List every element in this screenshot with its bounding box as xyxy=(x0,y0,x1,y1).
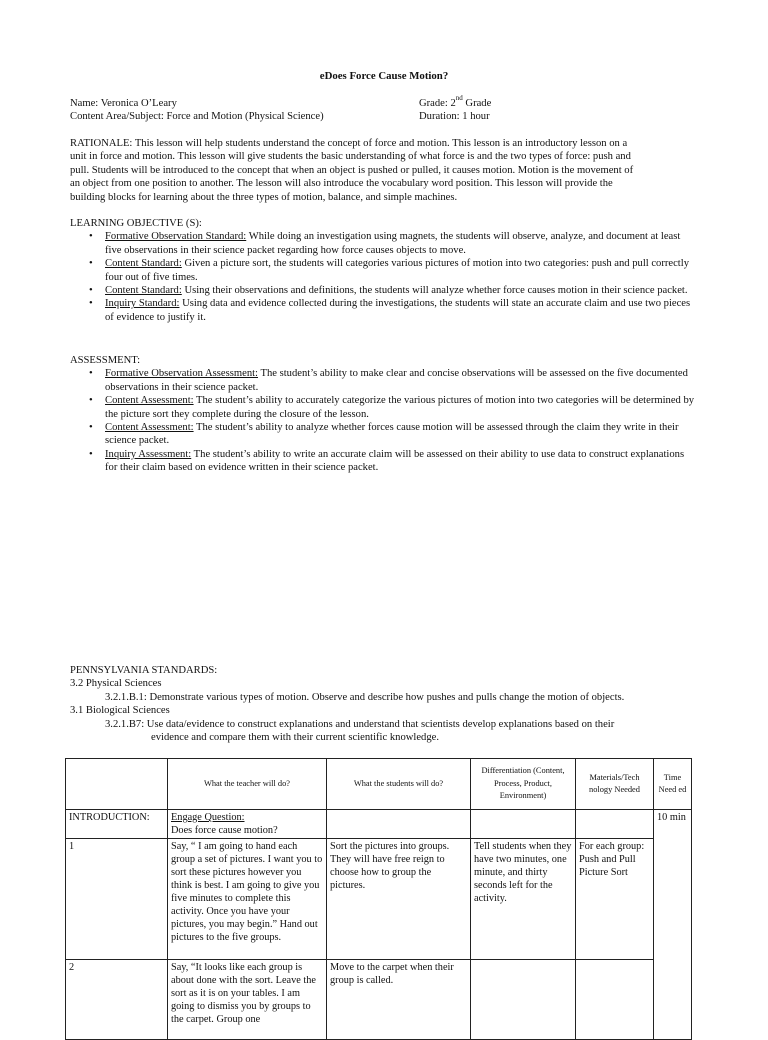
step-cell: INTRODUCTION: xyxy=(66,810,168,839)
time-header: Time Need ed xyxy=(654,759,692,810)
objectives-list xyxy=(70,230,698,324)
students-cell: Move to the carpet when their group is called. xyxy=(327,960,471,1040)
table-row xyxy=(66,960,692,1040)
assessment-section xyxy=(70,354,698,475)
step-cell: 1 xyxy=(66,839,168,960)
time-cell: 10 min xyxy=(654,810,692,1040)
standards-section xyxy=(70,664,698,744)
assessment-item: • Inquiry Assessment: The student’s ability to write an accurate claim will be assessed on their ability to use data to construct explanations for their claim based on evidence written in their science packet. xyxy=(70,448,698,475)
materials-header: Materials/Tech nology Needed xyxy=(576,759,654,810)
objectives-heading: LEARNING OBJECTIVE (S): xyxy=(70,218,202,229)
step-cell: 2 xyxy=(66,960,168,1040)
table-row xyxy=(66,810,692,839)
rationale-section xyxy=(70,137,698,204)
teacher-cell: Say, “It looks like each group is about done with the sort. Leave the sort as it is on your tables. I am going to dismiss you by groups to the carpet. Group one xyxy=(168,960,327,1040)
rationale-line: building blocks for learning about the three types of motion, balance, and simple machines. xyxy=(70,191,458,203)
lesson-header xyxy=(70,94,698,124)
grade-level: Grade: 2nd Grade xyxy=(419,94,492,109)
materials-cell: For each group: Push and Pull Picture Sort xyxy=(576,839,654,960)
assessment-item: • Content Assessment: The student’s ability to accurately categorize the various pictures of motion into two categories will be determined by the picture sort they complete during the closure of the lesson. xyxy=(70,394,698,421)
standards-heading: PENNSYLVANIA STANDARDS: xyxy=(70,665,218,676)
assessment-heading: ASSESSMENT: xyxy=(70,355,141,366)
standard-3-2-1-b7-line1: 3.2.1.B7: Use data/evidence to construct explanations and understand that scientists develop explanations based on their xyxy=(105,718,615,730)
teacher-name: Name: Veronica O’Leary xyxy=(70,98,177,109)
teacher-cell: Engage Question: Does force cause motion? xyxy=(168,810,327,839)
assessment-list xyxy=(70,367,698,474)
objective-item: • Inquiry Standard: Using data and evidence collected during the investigations, the students will state an accurate claim and use two pieces of evidence to justify it. xyxy=(70,297,698,324)
students-cell: Sort the pictures into groups. They will have free reign to choose how to group the pictures. xyxy=(327,839,471,960)
document-title: eDoes Force Cause Motion? xyxy=(319,70,449,82)
biological-sciences-heading: 3.1 Biological Sciences xyxy=(70,705,170,717)
standard-3-2-1-b7-line2: evidence and compare them with their current scientific knowledge. xyxy=(151,732,439,744)
students-cell xyxy=(327,810,471,839)
lesson-procedure-table xyxy=(65,758,692,1040)
objective-item: • Content Standard: Given a picture sort, the students will categories various pictures of motion into two categories: push and pull correctly four out of five times. xyxy=(70,257,698,284)
students-header: What the students will do? xyxy=(327,759,471,810)
assessment-item: • Formative Observation Assessment: The student’s ability to make clear and concise observations will be assessed on the five documented observations in their science packet. xyxy=(70,367,698,394)
rationale-line: RATIONALE: This lesson will help students understand the concept of force and motion. This lesson is an introductory lesson on a xyxy=(70,138,628,149)
objective-item: • Content Standard: Using their observations and definitions, the students will analyze whether force causes motion in their science packet. xyxy=(70,284,698,297)
teacher-cell: Say, “ I am going to hand each group a set of pictures. I want you to sort these pictures however you think is best. I am going to give you five minutes to complete this activity. Once you have your pictures, you may begin.” Hand out pictures to the five groups. xyxy=(168,839,327,960)
duration: Duration: 1 hour xyxy=(419,111,490,123)
rationale-line: pull. Students will be introduced to the concept that when an object is pushed or pulled, it causes motion. Motion is the movement of xyxy=(70,164,634,176)
step-header-cell xyxy=(66,759,168,810)
teacher-header: What the teacher will do? xyxy=(168,759,327,810)
assessment-item: • Content Assessment: The student’s ability to analyze whether forces cause motion will be assessed through the claim they write in their science packet. xyxy=(70,421,698,448)
differentiation-cell xyxy=(471,810,576,839)
standard-3-2-1-b-1: 3.2.1.B.1: Demonstrate various types of motion. Observe and describe how pushes and pulls change the motion of objects. xyxy=(105,691,625,703)
table-header-row xyxy=(66,759,692,810)
physical-sciences-heading: 3.2 Physical Sciences xyxy=(70,678,162,690)
differentiation-cell: Tell students when they have two minutes, one minute, and thirty seconds left for the activity. xyxy=(471,839,576,960)
learning-objectives-section xyxy=(70,217,698,324)
rationale-line: unit in force and motion. This lesson will give students the basic understanding of what force is and the two types of force: push and xyxy=(70,151,631,163)
materials-cell xyxy=(576,810,654,839)
materials-cell xyxy=(576,960,654,1040)
rationale-line: an object from one position to another. The lesson will also introduce the vocabulary word position. This lesson will provide the xyxy=(70,178,613,190)
differentiation-cell xyxy=(471,960,576,1040)
objective-item: • Formative Observation Standard: While doing an investigation using magnets, the students will observe, analyze, and document at least five observations in their science packet regarding how force causes objects to move. xyxy=(70,230,698,257)
table-row xyxy=(66,839,692,960)
content-area: Content Area/Subject: Force and Motion (Physical Science) xyxy=(70,111,324,123)
differentiation-header: Differentiation (Content, Process, Product, Environment) xyxy=(471,759,576,810)
